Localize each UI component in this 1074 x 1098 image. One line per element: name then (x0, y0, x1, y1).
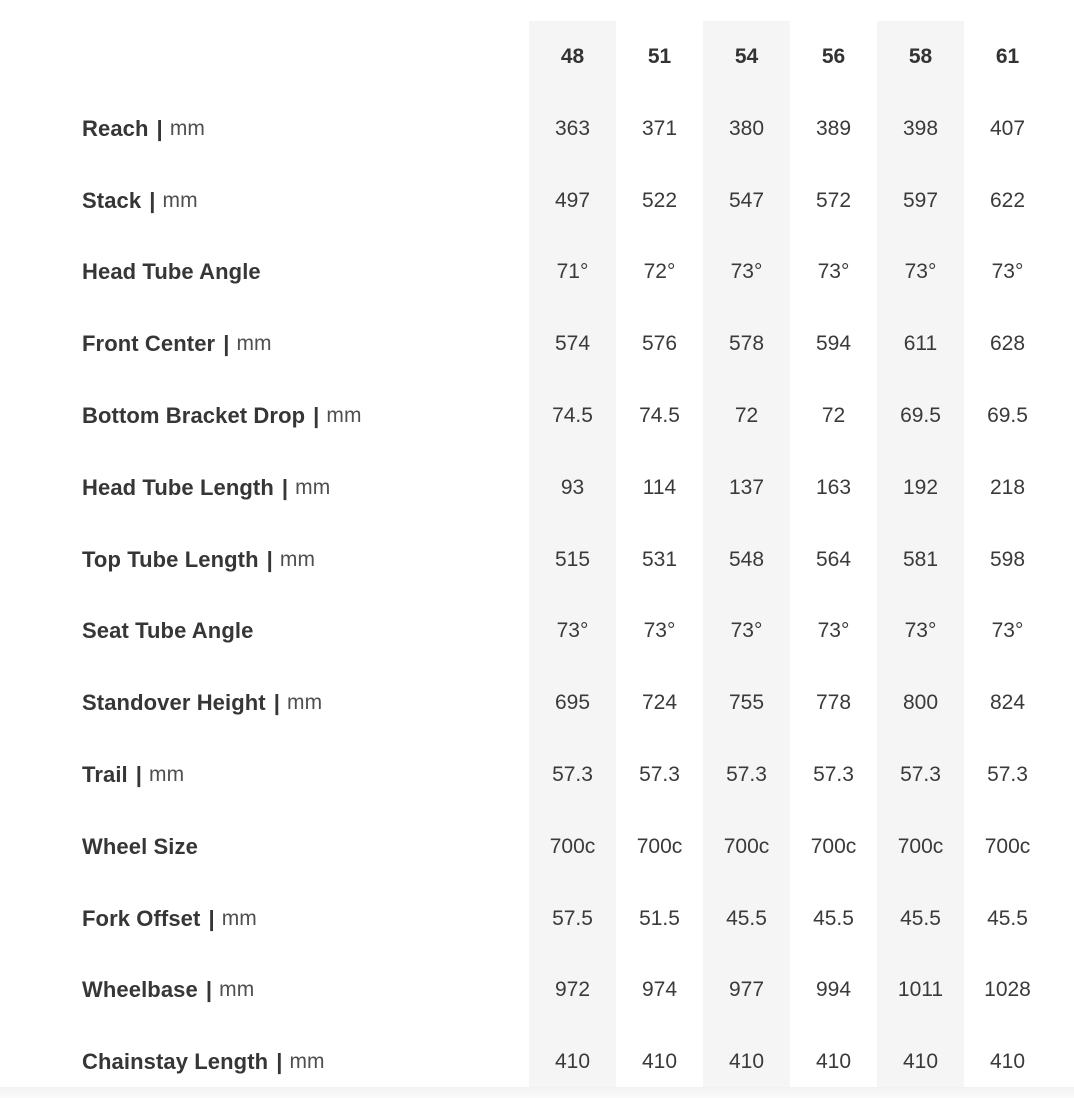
row-label-text: Reach (82, 115, 149, 141)
row-label-text: Wheel Size (82, 833, 198, 859)
row-label-text: Chainstay Length (82, 1049, 269, 1075)
right-margin (1051, 596, 1074, 668)
table-row (0, 955, 1074, 1027)
row-label-text: Top Tube Length (82, 546, 259, 572)
label-unit-separator: | (273, 690, 280, 716)
row-label-text: Seat Tube Angle (82, 618, 254, 644)
row-label-text: Front Center (82, 331, 216, 357)
row-unit: mm (289, 1050, 325, 1074)
row-label-text: Wheelbase (82, 977, 198, 1003)
right-margin (1051, 667, 1074, 739)
value-cell: 72 (703, 380, 790, 452)
bottom-fade-strip (0, 1087, 1074, 1098)
value-cell: 515 (529, 524, 616, 596)
value-cell: 73° (877, 237, 964, 309)
value-cell: 45.5 (703, 883, 790, 955)
table-row (0, 237, 1074, 309)
value-cell: 972 (529, 955, 616, 1027)
row-unit: mm (287, 691, 323, 715)
value-cell: 578 (703, 308, 790, 380)
value-cell: 45.5 (877, 883, 964, 955)
table-row (0, 308, 1074, 380)
value-cell: 73° (703, 237, 790, 309)
row-label-text: Trail (82, 762, 128, 788)
right-margin (1051, 308, 1074, 380)
value-cell: 700c (810, 834, 857, 858)
label-unit-separator: | (208, 905, 215, 931)
row-label (0, 237, 529, 309)
row-label (0, 165, 529, 237)
label-unit-separator: | (205, 977, 213, 1003)
row-label-text: Head Tube Length (82, 474, 274, 500)
value-cell: 611 (877, 308, 964, 380)
value-cell: 410 (815, 1050, 852, 1074)
value-cell: 695 (529, 667, 616, 739)
row-unit: mm (236, 332, 272, 356)
value-cell: 497 (529, 165, 616, 237)
label-unit-separator: | (223, 331, 230, 357)
value-cell: 800 (877, 667, 964, 739)
right-margin (1051, 883, 1074, 955)
value-cell: 598 (989, 547, 1026, 571)
row-unit: mm (326, 404, 362, 428)
table-row (0, 93, 1074, 165)
value-cell: 548 (703, 524, 790, 596)
value-cell: 69.5 (987, 404, 1028, 428)
value-cell: 572 (815, 188, 852, 212)
value-cell: 371 (641, 116, 678, 140)
value-cell: 74.5 (639, 404, 680, 428)
row-unit: mm (162, 188, 198, 212)
value-cell: 45.5 (813, 906, 854, 930)
label-unit-separator: | (156, 115, 163, 141)
size-column-header: 61 (995, 45, 1020, 68)
value-cell: 73° (817, 260, 850, 284)
value-cell: 192 (877, 452, 964, 524)
row-label (0, 739, 529, 811)
value-cell: 57.3 (813, 763, 854, 787)
table-row (0, 739, 1074, 811)
value-cell: 755 (703, 667, 790, 739)
value-cell: 974 (641, 978, 678, 1002)
value-cell: 547 (703, 165, 790, 237)
value-cell: 137 (703, 452, 790, 524)
value-cell: 45.5 (987, 906, 1028, 930)
row-label (0, 667, 529, 739)
value-cell: 72° (643, 260, 676, 284)
value-cell: 594 (815, 332, 852, 356)
value-cell: 71° (529, 237, 616, 309)
value-cell: 724 (641, 691, 678, 715)
value-cell: 700c (703, 811, 790, 883)
value-cell: 163 (815, 475, 852, 499)
right-margin (1051, 237, 1074, 309)
right-margin (1051, 21, 1074, 93)
value-cell: 977 (703, 955, 790, 1027)
value-cell: 73° (529, 596, 616, 668)
table-row (0, 452, 1074, 524)
size-column-header: 48 (529, 21, 616, 93)
value-cell: 380 (703, 93, 790, 165)
row-unit: mm (149, 763, 185, 787)
row-unit: mm (169, 116, 205, 140)
value-cell: 628 (989, 332, 1026, 356)
value-cell: 700c (636, 834, 683, 858)
size-column-header: 54 (703, 21, 790, 93)
row-label-text: Head Tube Angle (82, 259, 261, 285)
row-label (0, 452, 529, 524)
value-cell: 389 (815, 116, 852, 140)
value-cell: 700c (984, 834, 1031, 858)
value-cell: 531 (641, 547, 678, 571)
value-cell: 73° (991, 260, 1024, 284)
table-row (0, 380, 1074, 452)
size-column-header: 51 (647, 45, 672, 68)
value-cell: 622 (989, 188, 1026, 212)
value-cell: 51.5 (639, 906, 680, 930)
value-cell: 57.3 (639, 763, 680, 787)
row-label (0, 955, 529, 1027)
right-margin (1051, 380, 1074, 452)
value-cell: 576 (641, 332, 678, 356)
row-label-text: Stack (82, 187, 142, 213)
value-cell: 700c (529, 811, 616, 883)
value-cell: 57.3 (529, 739, 616, 811)
table-header-row (0, 21, 1074, 93)
right-margin (1051, 811, 1074, 883)
value-cell: 57.3 (703, 739, 790, 811)
right-margin (1051, 739, 1074, 811)
value-cell: 73° (817, 619, 850, 643)
label-unit-separator: | (313, 403, 320, 429)
row-label (0, 308, 529, 380)
value-cell: 407 (989, 116, 1026, 140)
value-cell: 57.3 (877, 739, 964, 811)
right-margin (1051, 165, 1074, 237)
size-column-header: 56 (821, 45, 846, 68)
value-cell: 398 (877, 93, 964, 165)
row-label (0, 93, 529, 165)
value-cell: 363 (529, 93, 616, 165)
value-cell: 93 (529, 452, 616, 524)
value-cell: 410 (641, 1050, 678, 1074)
value-cell: 57.3 (987, 763, 1028, 787)
geometry-table (0, 21, 1074, 1098)
value-cell: 581 (877, 524, 964, 596)
value-cell: 72 (821, 404, 846, 428)
label-unit-separator: | (149, 187, 156, 213)
value-cell: 410 (703, 1026, 790, 1098)
value-cell: 574 (529, 308, 616, 380)
value-cell: 73° (991, 619, 1024, 643)
value-cell: 73° (703, 596, 790, 668)
label-unit-separator: | (135, 762, 143, 788)
row-label (0, 596, 529, 668)
right-margin (1051, 452, 1074, 524)
value-cell: 700c (877, 811, 964, 883)
row-label (0, 883, 529, 955)
right-margin (1051, 524, 1074, 596)
value-cell: 410 (529, 1026, 616, 1098)
table-row (0, 667, 1074, 739)
value-cell: 994 (815, 978, 852, 1002)
row-unit: mm (219, 978, 255, 1002)
value-cell: 73° (877, 596, 964, 668)
value-cell: 57.5 (529, 883, 616, 955)
value-cell: 1011 (877, 955, 964, 1027)
row-label-text: Bottom Bracket Drop (82, 403, 306, 429)
row-label (0, 811, 529, 883)
size-column-header: 58 (877, 21, 964, 93)
row-unit: mm (279, 547, 316, 571)
header-label-spacer (0, 21, 529, 93)
right-margin (1051, 955, 1074, 1027)
value-cell: 410 (989, 1050, 1026, 1074)
row-label-text: Standover Height (82, 690, 266, 716)
table-row (0, 165, 1074, 237)
table-row (0, 811, 1074, 883)
value-cell: 1028 (984, 978, 1031, 1002)
value-cell: 824 (989, 691, 1026, 715)
row-unit: mm (221, 906, 257, 930)
table-row (0, 883, 1074, 955)
value-cell: 522 (641, 188, 678, 212)
value-cell: 597 (877, 165, 964, 237)
value-cell: 218 (989, 475, 1026, 499)
row-label-text: Fork Offset (82, 905, 201, 931)
value-cell: 114 (642, 475, 677, 499)
value-cell: 73° (643, 619, 676, 643)
value-cell: 778 (815, 691, 852, 715)
value-cell: 410 (877, 1026, 964, 1098)
table-row (0, 596, 1074, 668)
row-unit: mm (295, 475, 331, 499)
row-label (0, 524, 529, 596)
value-cell: 564 (815, 547, 852, 571)
table-row (0, 524, 1074, 596)
label-unit-separator: | (266, 546, 273, 572)
label-unit-separator: | (276, 1049, 283, 1075)
value-cell: 74.5 (529, 380, 616, 452)
label-unit-separator: | (281, 474, 289, 500)
row-label (0, 380, 529, 452)
value-cell: 69.5 (877, 380, 964, 452)
right-margin (1051, 93, 1074, 165)
